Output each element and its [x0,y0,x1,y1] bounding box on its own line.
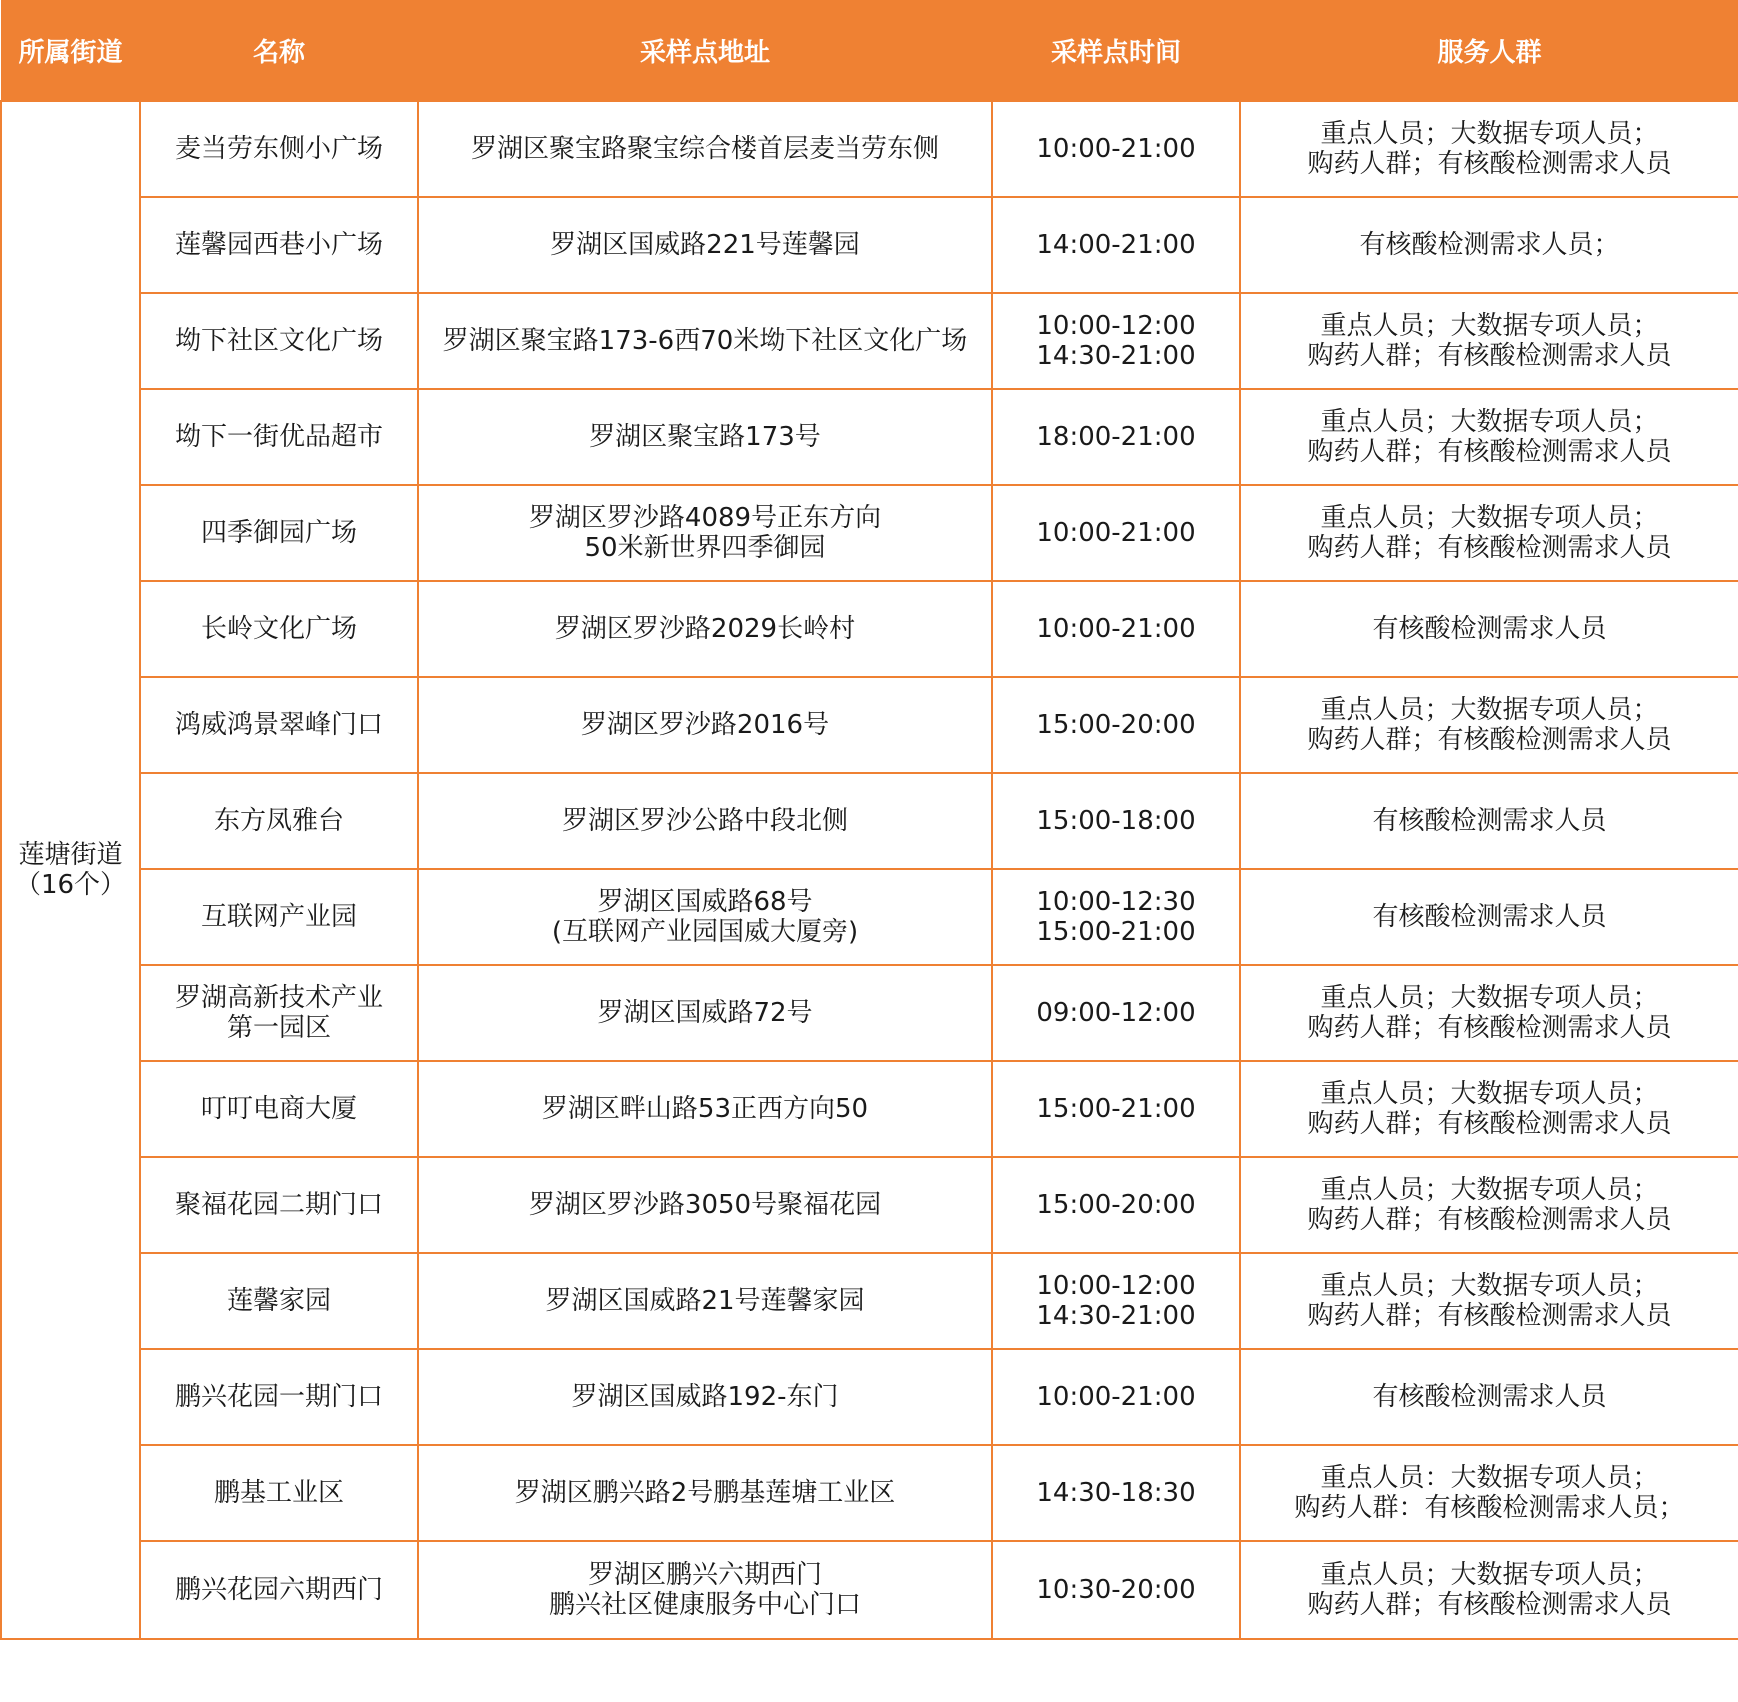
name-cell: 坳下一街优品超市 [140,389,418,485]
header-time: 采样点时间 [992,0,1240,101]
name-cell: 叮叮电商大厦 [140,1061,418,1157]
time-cell: 10:00-21:00 [992,581,1240,677]
table-row [1,1061,1738,1157]
table-row [1,965,1738,1061]
time-cell: 10:00-21:00 [992,1349,1240,1445]
people-cell: 重点人员；大数据专项人员； 购药人群；有核酸检测需求人员 [1240,1157,1738,1253]
name-cell: 互联网产业园 [140,869,418,965]
address-cell: 罗湖区罗沙路2029长岭村 [418,581,992,677]
address-cell: 罗湖区鹏兴六期西门 鹏兴社区健康服务中心门口 [418,1541,992,1639]
district-cell: 莲塘街道 （16个） [1,101,140,1639]
name-cell: 麦当劳东侧小广场 [140,101,418,197]
table-header [1,0,1738,101]
address-cell: 罗湖区罗沙路3050号聚福花园 [418,1157,992,1253]
people-cell: 重点人员；大数据专项人员； 购药人群；有核酸检测需求人员 [1240,1253,1738,1349]
table-row [1,1253,1738,1349]
name-cell: 鸿威鸿景翠峰门口 [140,677,418,773]
people-cell: 重点人员：大数据专项人员； 购药人群：有核酸检测需求人员； [1240,1445,1738,1541]
time-cell: 10:00-12:30 15:00-21:00 [992,869,1240,965]
people-cell: 重点人员；大数据专项人员； 购药人群；有核酸检测需求人员 [1240,965,1738,1061]
name-cell: 莲馨园西巷小广场 [140,197,418,293]
people-cell: 有核酸检测需求人员 [1240,869,1738,965]
table-row [1,197,1738,293]
people-cell: 有核酸检测需求人员 [1240,1349,1738,1445]
address-cell: 罗湖区聚宝路173-6西70米坳下社区文化广场 [418,293,992,389]
address-cell: 罗湖区罗沙路4089号正东方向 50米新世界四季御园 [418,485,992,581]
time-cell: 09:00-12:00 [992,965,1240,1061]
time-cell: 14:00-21:00 [992,197,1240,293]
people-cell: 重点人员；大数据专项人员； 购药人群；有核酸检测需求人员 [1240,1061,1738,1157]
people-cell: 有核酸检测需求人员 [1240,581,1738,677]
people-cell: 重点人员；大数据专项人员； 购药人群；有核酸检测需求人员 [1240,1541,1738,1639]
name-cell: 莲馨家园 [140,1253,418,1349]
table-row [1,677,1738,773]
time-cell: 10:00-21:00 [992,485,1240,581]
header-name: 名称 [140,0,418,101]
table-row [1,1349,1738,1445]
address-cell: 罗湖区聚宝路173号 [418,389,992,485]
name-cell: 四季御园广场 [140,485,418,581]
table-row [1,869,1738,965]
name-cell: 东方凤雅台 [140,773,418,869]
people-cell: 有核酸检测需求人员； [1240,197,1738,293]
time-cell: 15:00-20:00 [992,1157,1240,1253]
name-cell: 鹏兴花园一期门口 [140,1349,418,1445]
table-row [1,581,1738,677]
time-cell: 15:00-18:00 [992,773,1240,869]
time-cell: 14:30-18:30 [992,1445,1240,1541]
people-cell: 重点人员；大数据专项人员； 购药人群；有核酸检测需求人员 [1240,389,1738,485]
address-cell: 罗湖区国威路221号莲馨园 [418,197,992,293]
time-cell: 10:00-12:00 14:30-21:00 [992,1253,1240,1349]
header-people: 服务人群 [1240,0,1738,101]
address-cell: 罗湖区聚宝路聚宝综合楼首层麦当劳东侧 [418,101,992,197]
time-cell: 15:00-20:00 [992,677,1240,773]
time-cell: 10:00-21:00 [992,101,1240,197]
name-cell: 坳下社区文化广场 [140,293,418,389]
name-cell: 鹏基工业区 [140,1445,418,1541]
table-row [1,485,1738,581]
name-cell: 鹏兴花园六期西门 [140,1541,418,1639]
people-cell: 有核酸检测需求人员 [1240,773,1738,869]
time-cell: 10:30-20:00 [992,1541,1240,1639]
header-district: 所属街道 [1,0,140,101]
table-row [1,389,1738,485]
people-cell: 重点人员；大数据专项人员； 购药人群；有核酸检测需求人员 [1240,293,1738,389]
table-row [1,1157,1738,1253]
time-cell: 18:00-21:00 [992,389,1240,485]
address-cell: 罗湖区罗沙公路中段北侧 [418,773,992,869]
address-cell: 罗湖区国威路68号 (互联网产业园国威大厦旁) [418,869,992,965]
time-cell: 10:00-12:00 14:30-21:00 [992,293,1240,389]
name-cell: 聚福花园二期门口 [140,1157,418,1253]
table-row [1,101,1738,197]
table-row [1,1445,1738,1541]
time-cell: 15:00-21:00 [992,1061,1240,1157]
table-row [1,293,1738,389]
name-cell: 罗湖高新技术产业 第一园区 [140,965,418,1061]
address-cell: 罗湖区国威路72号 [418,965,992,1061]
table-row [1,1541,1738,1639]
header-address: 采样点地址 [418,0,992,101]
people-cell: 重点人员；大数据专项人员； 购药人群；有核酸检测需求人员 [1240,101,1738,197]
address-cell: 罗湖区国威路21号莲馨家园 [418,1253,992,1349]
address-cell: 罗湖区国威路192-东门 [418,1349,992,1445]
table-row [1,773,1738,869]
address-cell: 罗湖区鹏兴路2号鹏基莲塘工业区 [418,1445,992,1541]
address-cell: 罗湖区罗沙路2016号 [418,677,992,773]
name-cell: 长岭文化广场 [140,581,418,677]
address-cell: 罗湖区畔山路53正西方向50 [418,1061,992,1157]
people-cell: 重点人员；大数据专项人员； 购药人群；有核酸检测需求人员 [1240,677,1738,773]
table-body [1,101,1738,1639]
people-cell: 重点人员；大数据专项人员； 购药人群；有核酸检测需求人员 [1240,485,1738,581]
